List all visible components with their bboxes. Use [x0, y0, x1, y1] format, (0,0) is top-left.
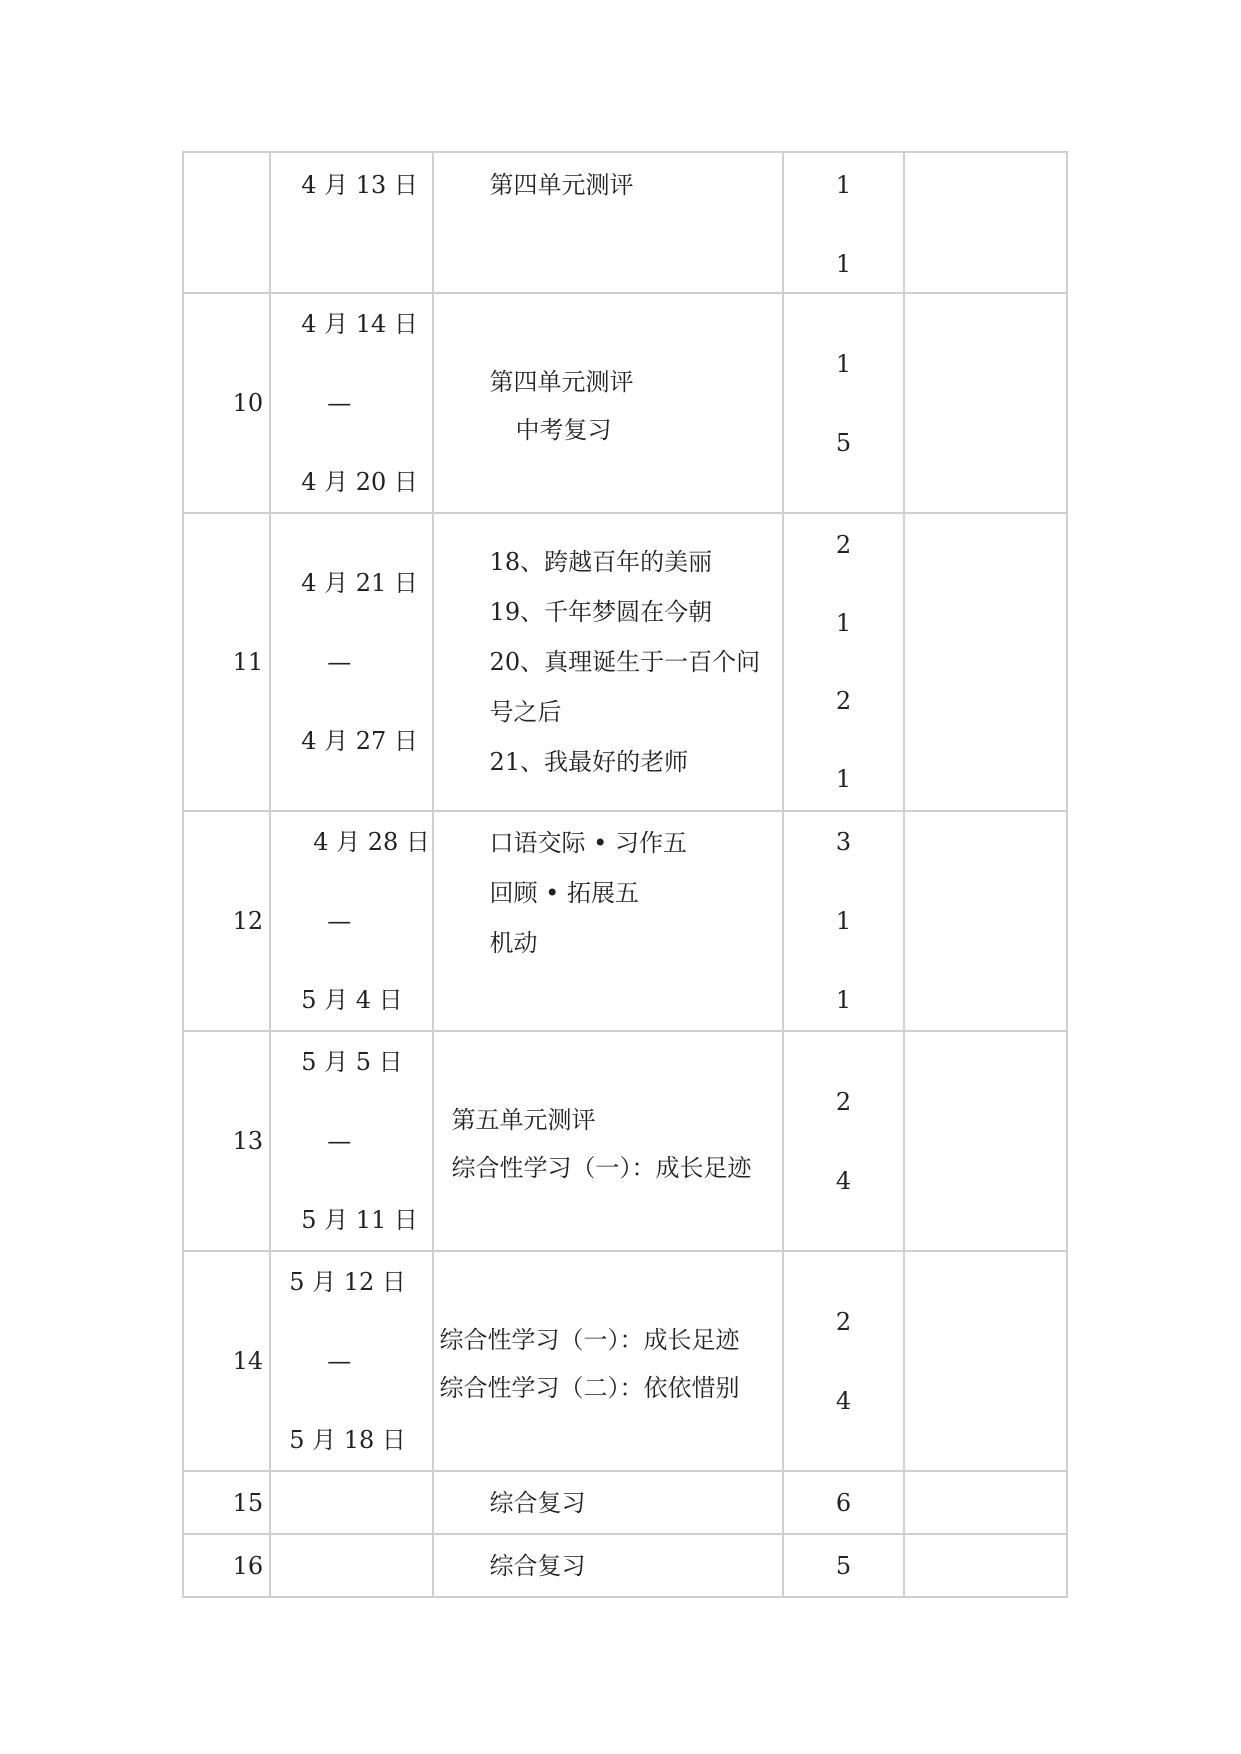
content-cell: [433, 1031, 784, 1251]
hours-cell: [783, 513, 903, 811]
week-cell: [183, 1471, 270, 1534]
content-line: 口语交际 • 习作五: [489, 829, 687, 857]
table-row: [183, 1251, 1067, 1471]
content-line: 第五单元测评: [451, 1106, 596, 1134]
date-cell: [270, 513, 432, 811]
content-line: 中考复习: [515, 416, 612, 444]
week-number: 12: [232, 907, 264, 935]
hour-value: 1: [835, 609, 852, 637]
content-cell: [433, 811, 784, 1031]
note-cell: [904, 1534, 1067, 1597]
date-to: 5 月 11 日: [301, 1206, 418, 1234]
note-cell: [904, 152, 1067, 293]
content-cell: [433, 293, 784, 513]
hour-value: 3: [835, 828, 852, 856]
content-cell: [433, 1251, 784, 1471]
week-cell: [183, 1534, 270, 1597]
week-number: 13: [232, 1127, 264, 1155]
date-separator: —: [327, 1127, 352, 1155]
content-line: 回顾 • 拓展五: [489, 879, 639, 907]
content-cell: [433, 1534, 784, 1597]
date-separator: —: [327, 389, 352, 417]
content-line: 综合复习: [489, 1488, 586, 1517]
note-cell: [904, 1251, 1067, 1471]
content-cell: [433, 1471, 784, 1534]
week-number: 11: [232, 648, 264, 676]
note-cell: [904, 513, 1067, 811]
date-to: 4 月 27 日: [301, 727, 418, 755]
hour-value: 6: [835, 1488, 852, 1517]
content-cell: [433, 152, 784, 293]
date-from: 4 月 14 日: [301, 310, 418, 338]
content-line: 20、真理诞生于一百个问: [489, 648, 761, 676]
date-from: 5 月 5 日: [301, 1048, 403, 1076]
week-cell: [183, 513, 270, 811]
hours-cell: [783, 293, 903, 513]
week-cell: [183, 293, 270, 513]
table-row: [183, 811, 1067, 1031]
hour-value: 2: [835, 531, 852, 559]
note-cell: [904, 293, 1067, 513]
content-line: 19、千年梦圆在今朝: [489, 598, 713, 626]
hour-value: 1: [835, 907, 852, 935]
content-line: 综合性学习（一）：成长足迹: [439, 1326, 740, 1354]
hour-value: 1: [835, 349, 852, 378]
date-separator: —: [327, 907, 352, 935]
content-line: 第四单元测评: [489, 368, 634, 396]
content-line: 综合性学习（一）：成长足迹: [451, 1154, 752, 1182]
date-from: 5 月 12 日: [289, 1268, 406, 1296]
date-separator: —: [327, 1347, 352, 1375]
note-cell: [904, 1471, 1067, 1534]
hour-value: 1: [835, 171, 852, 199]
date-cell: [270, 293, 432, 513]
table-row: [183, 513, 1067, 811]
hour-value: 1: [835, 765, 852, 793]
date-cell: [270, 1534, 432, 1597]
date-cell: [270, 1031, 432, 1251]
content-line: 综合复习: [489, 1551, 586, 1580]
content-cell: [433, 513, 784, 811]
hour-value: 4: [835, 1166, 852, 1195]
date-from: 4 月 21 日: [301, 569, 418, 597]
week-cell: [183, 1251, 270, 1471]
hours-cell: [783, 152, 903, 293]
hour-value: 1: [835, 986, 852, 1014]
content-line: 第四单元测评: [489, 171, 634, 199]
note-cell: [904, 811, 1067, 1031]
hour-value: 5: [835, 428, 852, 457]
hour-value: 4: [835, 1386, 852, 1415]
hours-cell: [783, 1471, 903, 1534]
date-to: 4 月 20 日: [301, 468, 418, 496]
table-row: [183, 1534, 1067, 1597]
content-line: 综合性学习（二）：依依惜别: [439, 1374, 740, 1402]
note-cell: [904, 1031, 1067, 1251]
hours-cell: [783, 811, 903, 1031]
hour-value: 1: [835, 250, 852, 278]
hour-value: 2: [835, 687, 852, 715]
hour-value: 5: [835, 1551, 852, 1580]
date-from: 4 月 13 日: [301, 171, 418, 199]
content-line: 18、跨越百年的美丽: [489, 548, 713, 576]
week-number: 15: [232, 1488, 264, 1517]
hour-value: 2: [835, 1307, 852, 1336]
date-to: 5 月 18 日: [289, 1426, 406, 1454]
teaching-schedule-table: [182, 151, 1068, 1598]
content-line: 号之后: [489, 698, 562, 726]
table-row: [183, 152, 1067, 293]
date-separator: —: [327, 648, 352, 676]
date-cell: [270, 1251, 432, 1471]
hour-value: 2: [835, 1087, 852, 1116]
date-to: 5 月 4 日: [301, 986, 403, 1014]
hours-cell: [783, 1251, 903, 1471]
date-cell: [270, 152, 432, 293]
date-cell: [270, 1471, 432, 1534]
hours-cell: [783, 1031, 903, 1251]
hours-cell: [783, 1534, 903, 1597]
week-number: 16: [232, 1551, 264, 1580]
date-from: 4 月 28 日: [313, 828, 430, 856]
table-row: [183, 293, 1067, 513]
week-cell: [183, 811, 270, 1031]
week-cell: [183, 152, 270, 293]
content-line: 机动: [489, 929, 538, 957]
content-line: 21、我最好的老师: [489, 748, 689, 776]
week-number: 14: [232, 1347, 264, 1375]
table-row: [183, 1471, 1067, 1534]
date-cell: [270, 811, 432, 1031]
table-row: [183, 1031, 1067, 1251]
week-cell: [183, 1031, 270, 1251]
week-number: 10: [232, 389, 264, 417]
